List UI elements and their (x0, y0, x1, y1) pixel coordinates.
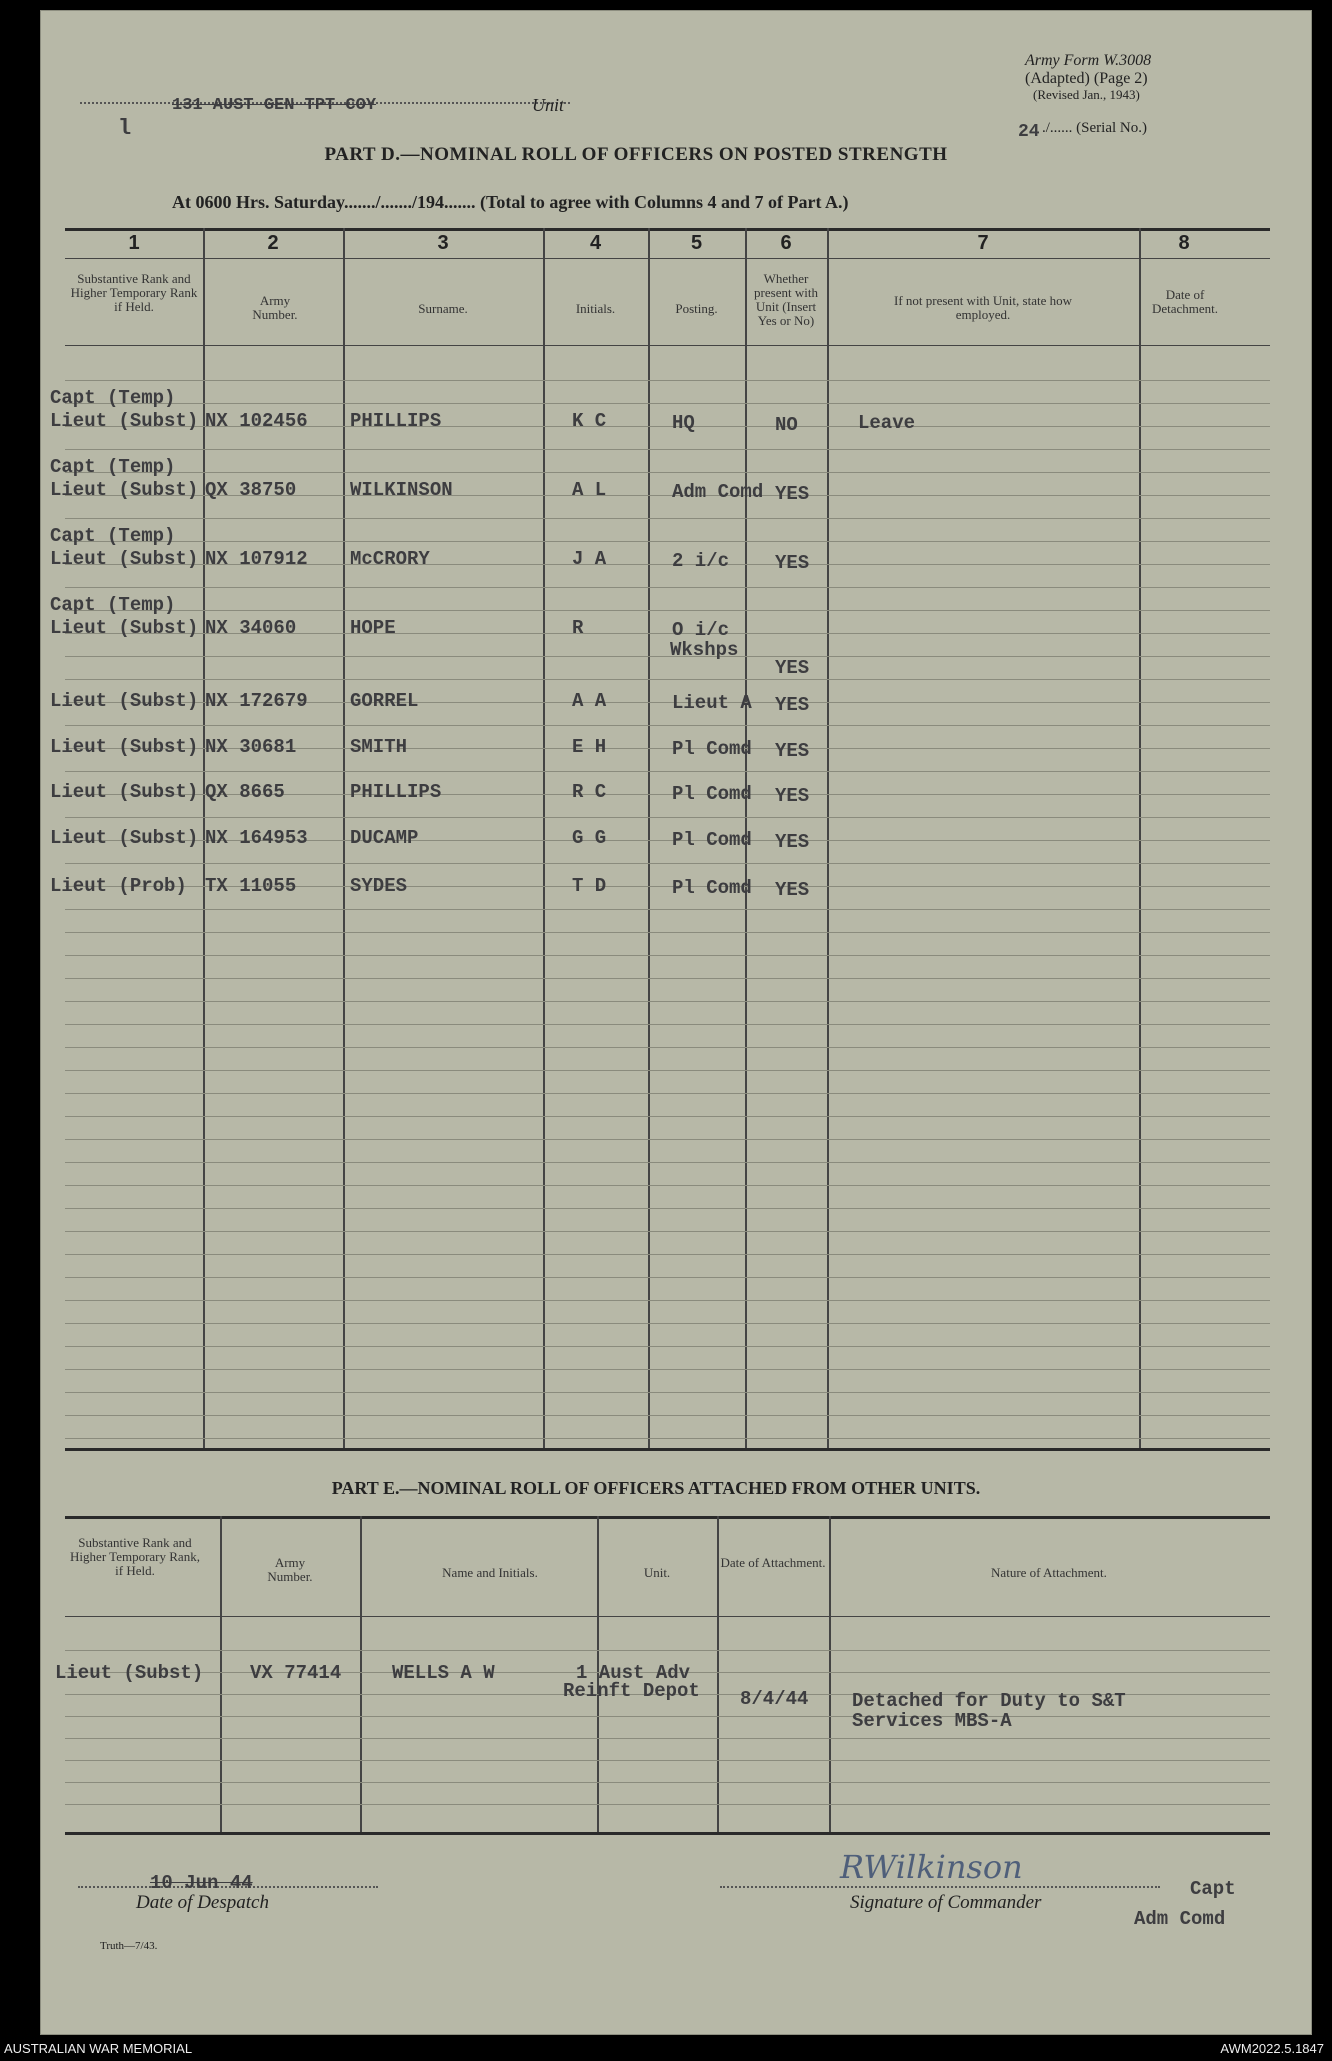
archive-right-credit: AWM2022.5.1847 (1220, 2041, 1324, 2056)
part-d-ruled-line (65, 1346, 1270, 1347)
row-rank-temp: Capt (Temp) (50, 387, 176, 409)
part-e-top-rule (65, 1516, 1270, 1519)
row-rank-temp: Capt (Temp) (50, 456, 176, 478)
e-head-rank: Substantive Rank and Higher Temporary Rank, if Held. (70, 1535, 200, 1578)
part-d-col-line (343, 228, 345, 1450)
at-line: At 0600 Hrs. Saturday......./......./194....... (Total to agree with Columns 4 and 7 of Part A.) (172, 192, 849, 212)
part-d-ruled-line (65, 955, 1270, 956)
archive-footer (0, 2035, 1332, 2061)
row-army-number: NX 34060 (205, 617, 297, 639)
col-num-4: 4 (589, 232, 602, 254)
row-rank-subst: Lieut (Subst) (50, 548, 199, 570)
part-e-ruled-line (65, 1738, 1270, 1739)
part-d-head-rule (65, 345, 1270, 346)
row-initials: T D (572, 875, 607, 897)
part-d-ruled-line (65, 1438, 1270, 1439)
col-num-8: 8 (1178, 232, 1190, 254)
part-e-col-line (829, 1516, 831, 1834)
unit-label: Unit (532, 95, 565, 115)
row-surname: McCRORY (350, 548, 430, 570)
e-nature-line2: Services MBS-A (852, 1710, 1012, 1732)
form-number: Army Form W.3008 (1025, 52, 1152, 69)
signature-dots (720, 1886, 1160, 1888)
row-rank-temp: Capt (Temp) (50, 594, 176, 616)
part-d-ruled-line (65, 380, 1270, 381)
part-d-col-line (543, 228, 545, 1450)
part-e-head-rule (65, 1616, 1270, 1617)
col-num-2: 2 (267, 232, 279, 254)
part-d-ruled-line (65, 518, 1270, 519)
e-unit-line1: 1 Aust Adv (576, 1662, 691, 1684)
archive-left-credit: AUSTRALIAN WAR MEMORIAL (4, 2041, 193, 2056)
row-surname: SYDES (350, 875, 408, 897)
part-d-ruled-line (65, 1185, 1270, 1186)
part-e-col-line (360, 1516, 362, 1834)
col-head-number: Army Number. (252, 293, 298, 322)
e-name: WELLS A W (392, 1662, 495, 1684)
col-num-6: 6 (780, 232, 792, 254)
part-d-ruled-line (65, 1369, 1270, 1370)
row-posting-line2: Wkshps (670, 639, 739, 661)
row-present: YES (775, 740, 810, 762)
row-posting: O i/c (672, 619, 730, 641)
row-posting: HQ (672, 412, 695, 434)
despatch-date: 10 Jun 44 (150, 1872, 253, 1894)
row-army-number: NX 107912 (205, 548, 308, 570)
row-army-number: NX 164953 (205, 827, 308, 849)
part-e-title: PART E.—NOMINAL ROLL OF OFFICERS ATTACHED FROM OTHER UNITS. (331, 1478, 981, 1498)
part-d-title: PART D.—NOMINAL ROLL OF OFFICERS ON POSTED STRENGTH (324, 144, 948, 165)
part-d-col-line (1139, 228, 1141, 1450)
part-e-ruled-line (65, 1760, 1270, 1761)
row-army-number: TX 11055 (205, 875, 297, 897)
part-d-ruled-line (65, 449, 1270, 450)
part-d-bottom-rule (65, 1448, 1270, 1451)
row-surname: HOPE (350, 617, 396, 639)
part-d-ruled-line (65, 725, 1270, 726)
col-num-3: 3 (437, 232, 449, 254)
col-head-initials: Initials. (575, 301, 616, 316)
part-d-ruled-line (65, 1300, 1270, 1301)
row-surname: PHILLIPS (350, 781, 442, 803)
part-d-col-line (827, 228, 829, 1450)
part-d-ruled-line (65, 587, 1270, 588)
row-army-number: NX 172679 (205, 690, 308, 712)
part-d-top-rule (65, 228, 1270, 231)
part-e-ruled-line (65, 1804, 1270, 1805)
part-e-ruled-line (65, 1716, 1270, 1717)
row-employed: Leave (858, 412, 916, 434)
row-surname: SMITH (350, 736, 408, 758)
row-rank-subst: Lieut (Subst) (50, 781, 199, 803)
col-num-5: 5 (690, 232, 703, 254)
row-rank-temp: Capt (Temp) (50, 525, 176, 547)
part-d-ruled-line (65, 1392, 1270, 1393)
row-present: YES (775, 694, 810, 716)
col-head-surname: Surname. (418, 301, 468, 316)
e-date: 8/4/44 (740, 1688, 809, 1710)
row-posting: 2 i/c (672, 550, 730, 572)
form-revised: (Revised Jan., 1943) (1033, 87, 1140, 102)
part-d-col-line (648, 228, 650, 1450)
row-present: YES (775, 483, 810, 505)
part-d-ruled-line (65, 1415, 1270, 1416)
row-surname: PHILLIPS (350, 410, 442, 432)
e-head-number: Army Number. (267, 1555, 313, 1584)
part-d-ruled-line (65, 1254, 1270, 1255)
despatch-label: Date of Despatch (136, 1892, 269, 1913)
part-d-ruled-line (65, 909, 1270, 910)
part-d-ruled-line (65, 1001, 1270, 1002)
e-head-unit: Unit. (643, 1565, 671, 1580)
row-army-number: NX 30681 (205, 736, 297, 758)
part-e-col-line (220, 1516, 222, 1834)
row-posting: Pl Comd (672, 783, 752, 805)
row-present: YES (775, 879, 810, 901)
form-page (40, 10, 1312, 2035)
e-head-date: Date of Attachment. (720, 1555, 826, 1570)
part-d-ruled-line (65, 817, 1270, 818)
e-head-name: Name and Initials. (442, 1565, 538, 1580)
row-posting: Pl Comd (672, 877, 752, 899)
row-present: YES (775, 552, 810, 574)
e-head-nature: Nature of Attachment. (991, 1565, 1107, 1580)
row-initials: A L (572, 479, 607, 501)
signature-label: Signature of Commander (850, 1892, 1042, 1913)
part-d-ruled-line (65, 403, 1270, 404)
row-rank-subst: Lieut (Prob) (50, 875, 187, 897)
part-d-ruled-line (65, 1139, 1270, 1140)
row-initials: G G (572, 827, 607, 849)
e-number: VX 77414 (250, 1662, 342, 1684)
signature: RWilkinson (840, 1848, 1023, 1886)
row-present: YES (775, 785, 810, 807)
row-rank-subst: Lieut (Subst) (50, 410, 199, 432)
part-d-ruled-line (65, 978, 1270, 979)
part-d-ruled-line (65, 1116, 1270, 1117)
col-head-detachment: Date of Detachment. (1151, 287, 1219, 316)
part-d-ruled-line (65, 1277, 1270, 1278)
e-unit-line2: Reinft Depot (563, 1680, 700, 1702)
row-present: YES (775, 831, 810, 853)
row-posting: Lieut A (672, 692, 752, 714)
part-d-ruled-line (65, 932, 1270, 933)
col-head-employed: If not present with Unit, state how employed. (894, 293, 1072, 322)
commander-rank: Capt (1190, 1878, 1236, 1900)
row-army-number: QX 8665 (205, 781, 285, 803)
part-d-ruled-line (65, 1231, 1270, 1232)
col-head-posting: Posting. (675, 301, 718, 316)
e-nature-line1: Detached for Duty to S&T (852, 1690, 1126, 1712)
row-initials: K C (572, 410, 607, 432)
part-d-ruled-line (65, 472, 1270, 473)
row-initials: A A (572, 690, 607, 712)
row-posting: Adm Comd (672, 481, 764, 503)
commander-appointment: Adm Comd (1134, 1908, 1226, 1930)
col-head-present: Whether present with Unit (Insert Yes or No) (754, 271, 818, 328)
row-surname: DUCAMP (350, 827, 419, 849)
col-head-rank: Substantive Rank and Higher Temporary Rank if Held. (70, 271, 198, 314)
e-rank: Lieut (Subst) (55, 1662, 204, 1684)
row-surname: WILKINSON (350, 479, 453, 501)
row-rank-subst: Lieut (Subst) (50, 690, 199, 712)
part-d-ruled-line (65, 1047, 1270, 1048)
serial-value: 24 (1018, 122, 1040, 142)
part-e-ruled-line (65, 1650, 1270, 1651)
printer-imprint: Truth—7/43. (100, 1940, 158, 1952)
row-posting: Pl Comd (672, 829, 752, 851)
serial-label: ./...... (Serial No.) (1042, 120, 1147, 136)
part-e-ruled-line (65, 1782, 1270, 1783)
part-d-ruled-line (65, 1162, 1270, 1163)
part-d-ruled-line (65, 541, 1270, 542)
part-d-ruled-line (65, 1070, 1270, 1071)
row-rank-subst: Lieut (Subst) (50, 827, 199, 849)
part-d-ruled-line (65, 1024, 1270, 1025)
form-adapted: (Adapted) (Page 2) (1025, 70, 1148, 87)
part-d-ruled-line (65, 863, 1270, 864)
row-initials: R (572, 617, 584, 639)
row-rank-subst: Lieut (Subst) (50, 479, 199, 501)
row-initials: E H (572, 736, 607, 758)
part-d-num-rule (65, 258, 1270, 259)
row-posting: Pl Comd (672, 738, 752, 760)
row-army-number: NX 102456 (205, 410, 308, 432)
part-d-ruled-line (65, 1208, 1270, 1209)
part-d-ruled-line (65, 656, 1270, 657)
part-d-ruled-line (65, 610, 1270, 611)
part-d-ruled-line (65, 679, 1270, 680)
row-present: NO (775, 414, 798, 436)
part-e-bottom-rule (65, 1832, 1270, 1835)
margin-mark: l (118, 116, 132, 141)
row-initials: J A (572, 548, 607, 570)
row-army-number: QX 38750 (205, 479, 297, 501)
part-d-ruled-line (65, 771, 1270, 772)
part-d-ruled-line (65, 1093, 1270, 1094)
col-num-1: 1 (128, 232, 140, 254)
unit-value: 131 AUST GEN TPT COY (172, 96, 377, 115)
row-surname: GORREL (350, 690, 419, 712)
row-rank-subst: Lieut (Subst) (50, 617, 199, 639)
col-num-7: 7 (977, 232, 989, 254)
row-initials: R C (572, 781, 607, 803)
row-rank-subst: Lieut (Subst) (50, 736, 199, 758)
row-present: YES (775, 657, 810, 679)
part-d-ruled-line (65, 1323, 1270, 1324)
